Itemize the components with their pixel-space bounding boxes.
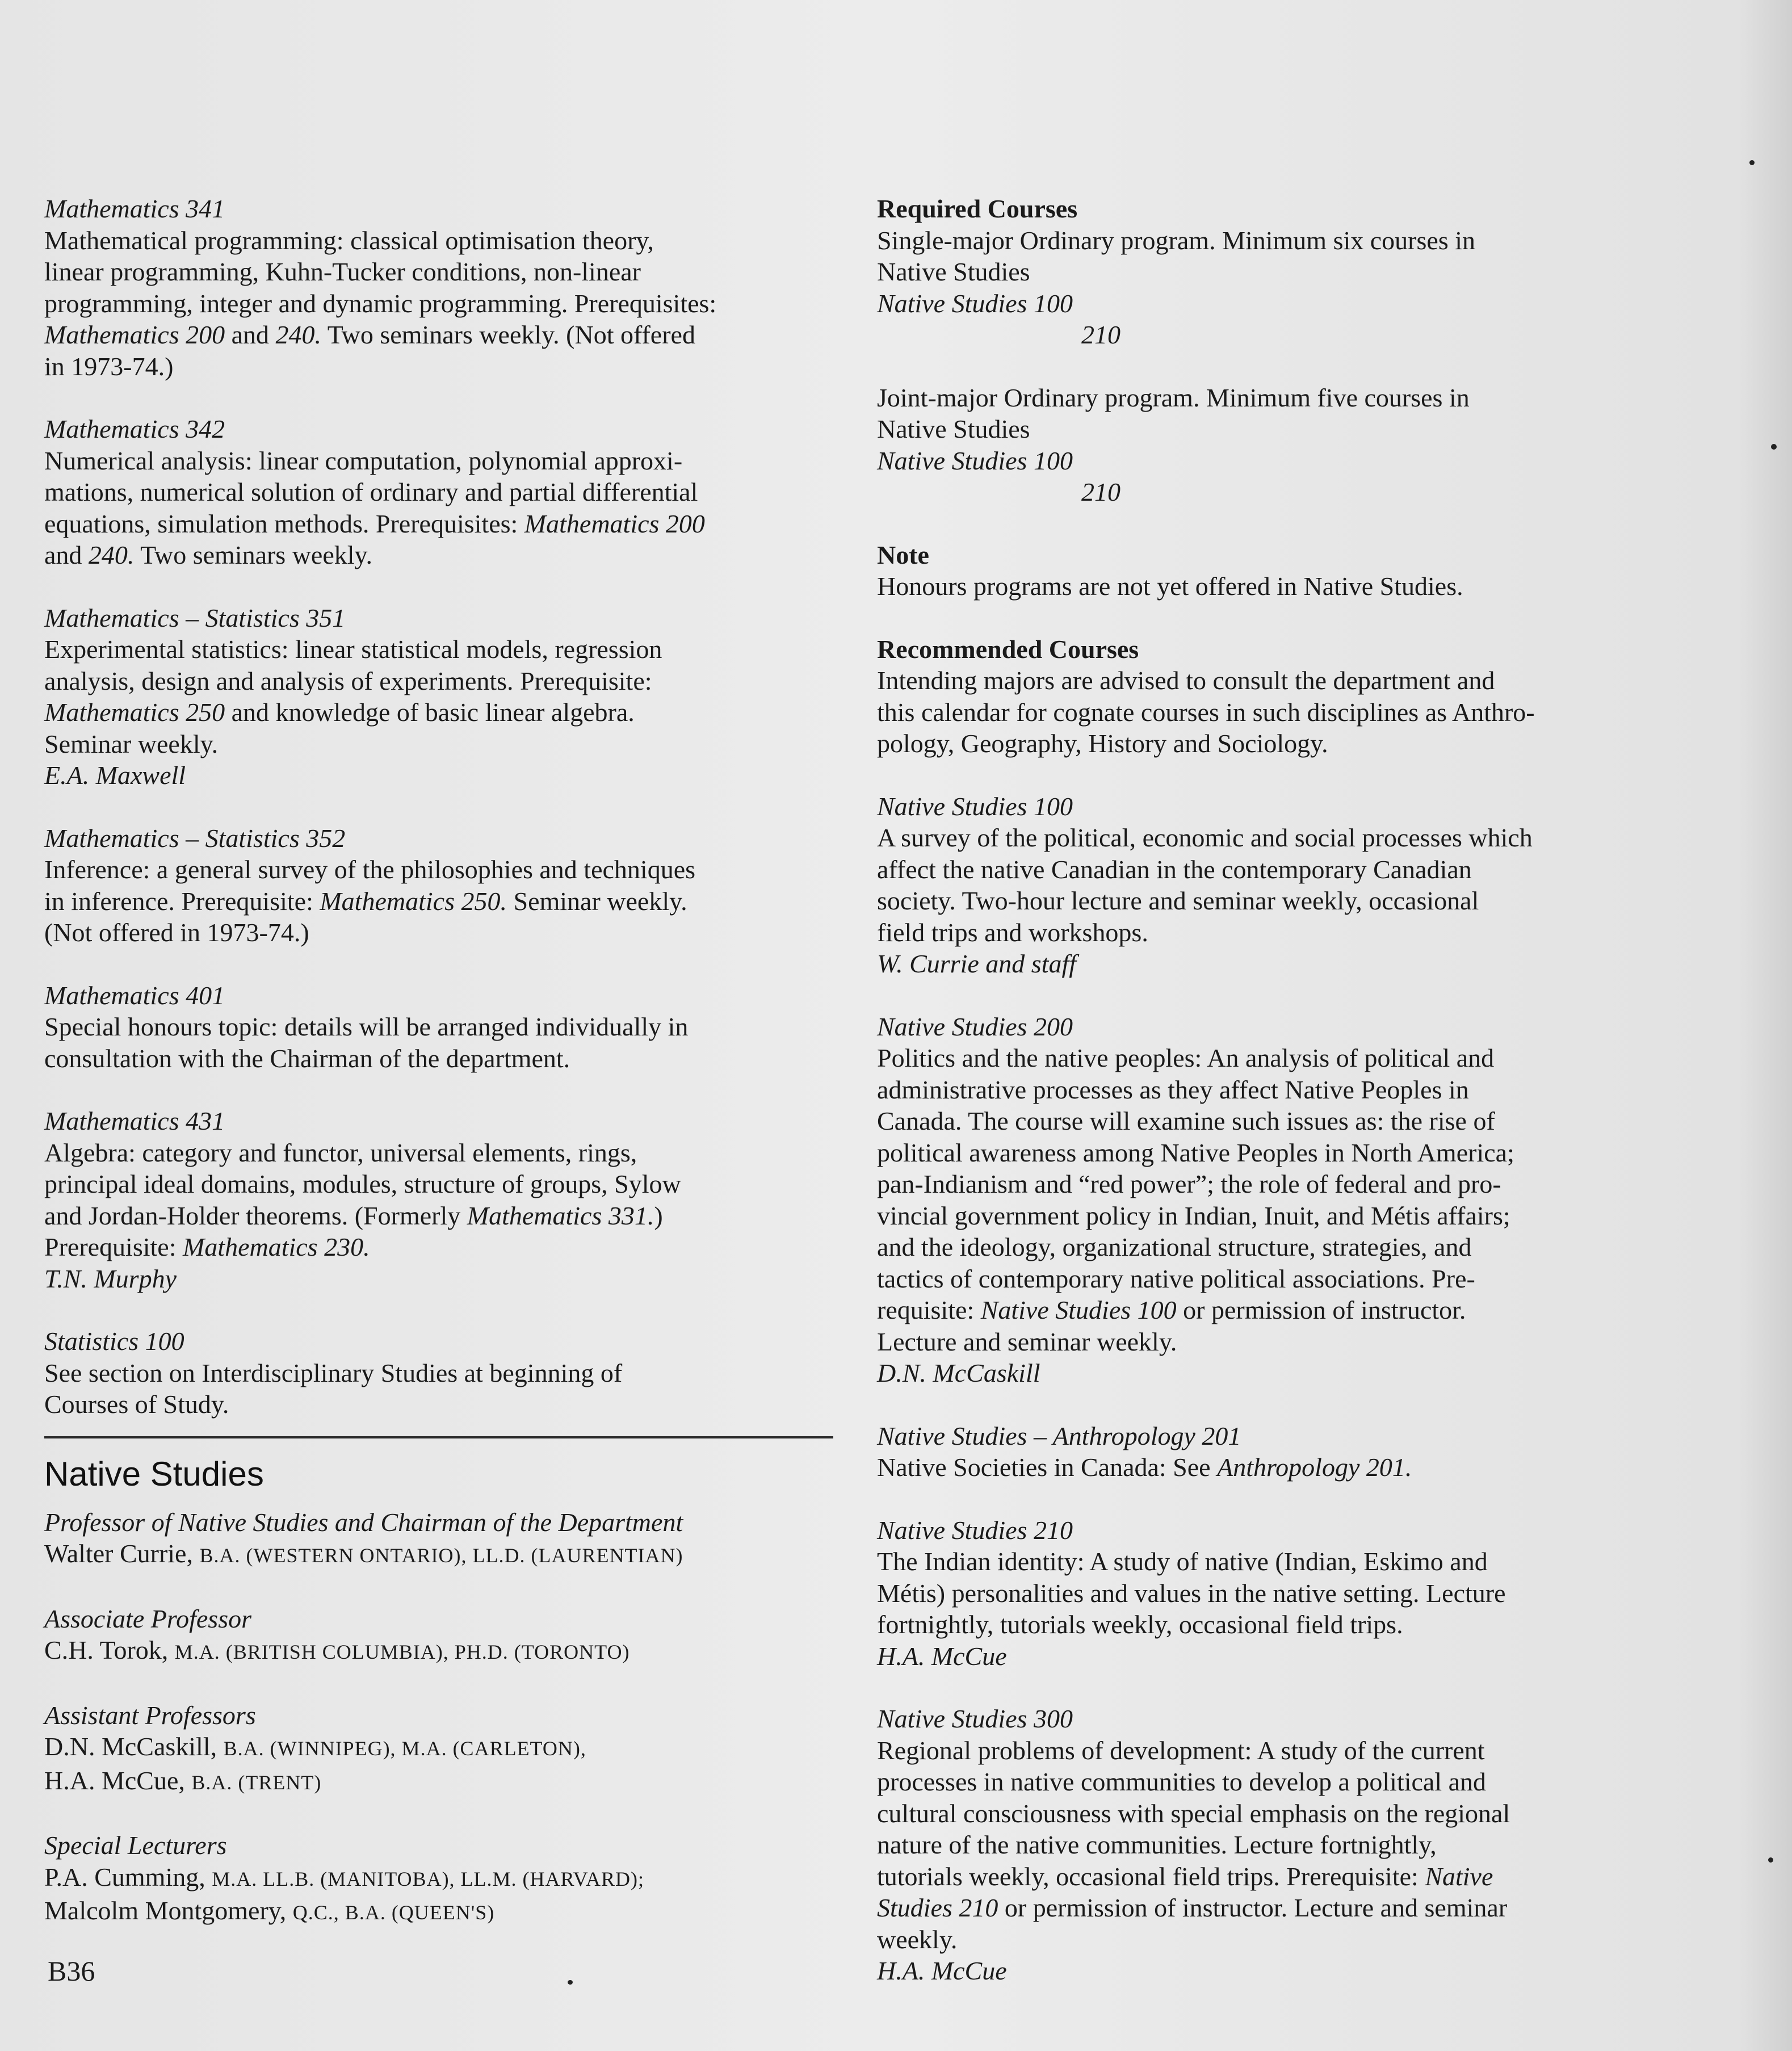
description-line: Courses of Study. (44, 1390, 229, 1419)
scan-speck (1749, 160, 1755, 165)
course-title: Native Studies – Anthropology 201 (877, 1421, 1241, 1450)
course-title: Mathematics – Statistics 351 (44, 603, 346, 632)
description-line: affect the native Canadian in the contemporary Canadian (877, 854, 1472, 884)
description-line: fortnightly, tutorials weekly, occasional field trips. (877, 1610, 1403, 1639)
instructor: H.A. McCue (877, 1956, 1007, 1985)
course-reference: Mathematics 250. (320, 886, 507, 916)
faculty-member (44, 1861, 839, 1895)
course-title: Mathematics – Statistics 352 (44, 823, 346, 853)
text-span: and (44, 540, 89, 569)
faculty-chairman (44, 1507, 839, 1572)
description-line: pan-Indianism and “red power”; the role of federal and pro- (877, 1169, 1501, 1198)
faculty-special (44, 1830, 839, 1929)
description-line: The Indian identity: A study of native (Indian, Eskimo and (877, 1547, 1488, 1576)
section-heading: Native Studies (44, 1454, 264, 1493)
course-ns-200 (877, 1011, 1672, 1389)
faculty-rank: Professor of Native Studies and Chairman of the Department (44, 1507, 683, 1537)
description-line (44, 697, 839, 728)
course-math-342 (44, 413, 839, 571)
description-line: Métis) personalities and values in the native setting. Lecture (877, 1578, 1506, 1608)
subsection-heading: Note (877, 540, 929, 569)
course-reference: 210 (1081, 320, 1120, 349)
description-line: this calendar for cognate courses in such disciplines as Anthro- (877, 697, 1535, 727)
course-ns-100 (877, 791, 1672, 980)
description-line: Single-major Ordinary program. Minimum six courses in (877, 225, 1476, 255)
course-title: Statistics 100 (44, 1327, 184, 1356)
faculty-member (44, 1731, 839, 1765)
text-span: Two seminars weekly. (134, 540, 373, 569)
description-line: A survey of the political, economic and social processes which (877, 823, 1533, 852)
description-line: analysis, design and analysis of experiments. Prerequisite: (44, 666, 652, 695)
faculty-assistant (44, 1700, 839, 1799)
text-span: Native Societies in Canada: See (877, 1453, 1218, 1482)
course-reference: Mathematics 250 (44, 698, 225, 727)
section-divider (44, 1436, 833, 1438)
course-reference: Mathematics 200 (524, 509, 705, 538)
description-line: linear programming, Kuhn-Tucker conditions, non-linear (44, 257, 641, 286)
description-line: administrative processes as they affect Native Peoples in (877, 1075, 1469, 1104)
text-span: Prerequisite: (44, 1232, 183, 1261)
description-line: Regional problems of development: A study of the current (877, 1735, 1485, 1765)
faculty-rank: Special Lecturers (44, 1831, 227, 1860)
course-reference: Native Studies 100 (877, 446, 1073, 475)
course-reference: Anthropology 201. (1217, 1453, 1412, 1482)
instructor: E.A. Maxwell (44, 761, 186, 790)
description-line: consultation with the Chairman of the department. (44, 1043, 570, 1073)
description-line: field trips and workshops. (877, 917, 1148, 947)
faculty-degrees: M.A. (BRITISH COLUMBIA), PH.D. (TORONTO) (174, 1641, 630, 1663)
description-line: Special honours topic: details will be arranged individually in (44, 1012, 689, 1041)
course-reference: Mathematics 200 (44, 320, 225, 349)
description-line: Honours programs are not yet offered in Native Studies. (877, 572, 1463, 601)
faculty-name: D.N. McCaskill, (44, 1732, 224, 1761)
description-line: cultural consciousness with special emphasis on the regional (877, 1798, 1510, 1828)
course-reference: 240. (88, 540, 135, 569)
text-span: tutorials weekly, occasional field trips. Prerequisite: (877, 1861, 1425, 1891)
description-line: Seminar weekly. (44, 729, 219, 758)
course-ns-210 (877, 1515, 1672, 1672)
course-title: Mathematics 342 (44, 414, 225, 443)
instructor: H.A. McCue (877, 1641, 1007, 1671)
description-line: political awareness among Native Peoples in North America; (877, 1138, 1514, 1167)
faculty-member (44, 1634, 839, 1668)
course-stats-351 (44, 602, 839, 791)
description-line: Inference: a general survey of the philosophies and techniques (44, 855, 696, 884)
description-line: Lecture and seminar weekly. (877, 1327, 1177, 1356)
description-line: tactics of contemporary native political associations. Pre- (877, 1264, 1475, 1293)
course-ns-300 (877, 1703, 1672, 1987)
description-line: Intending majors are advised to consult the department and (877, 666, 1495, 695)
text-span: Seminar weekly. (506, 886, 687, 916)
course-math-341 (44, 193, 839, 382)
description-line: Politics and the native peoples: An analysis of political and (877, 1043, 1495, 1072)
description-line: society. Two-hour lecture and seminar weekly, occasional (877, 886, 1479, 915)
left-column (44, 193, 839, 1960)
description-line: principal ideal domains, modules, structure of groups, Sylow (44, 1169, 681, 1198)
course-reference: Native (1425, 1861, 1493, 1891)
text-span: in inference. Prerequisite: (44, 886, 320, 916)
course-title: Mathematics 431 (44, 1106, 225, 1135)
course-stats-100 (44, 1326, 839, 1420)
course-reference: Mathematics 230. (183, 1232, 370, 1261)
instructor: T.N. Murphy (44, 1264, 177, 1293)
course-reference: Native Studies 100 (980, 1295, 1177, 1324)
description-line: Joint-major Ordinary program. Minimum five courses in (877, 383, 1470, 412)
text-span: or permission of instructor. (1176, 1295, 1466, 1324)
faculty-member (44, 1765, 839, 1799)
faculty-degrees: B.A. (WESTERN ONTARIO), LL.D. (LAURENTIAN) (199, 1544, 683, 1567)
text-span: and (225, 320, 276, 349)
text-span: or permission of instructor. Lecture and seminar (998, 1893, 1508, 1922)
description-line: Numerical analysis: linear computation, polynomial approxi- (44, 446, 683, 475)
text-span: requisite: (877, 1295, 981, 1324)
course-title: Mathematics 401 (44, 980, 225, 1010)
course-reference: Native Studies 100 (877, 288, 1073, 318)
description-line: (Not offered in 1973-74.) (44, 918, 309, 947)
page-number: B36 (48, 1955, 95, 1987)
description-line: Algebra: category and functor, universal elements, rings, (44, 1138, 637, 1167)
description-line: Canada. The course will examine such issues as: the rise of (877, 1106, 1495, 1135)
course-ns-201 (877, 1420, 1672, 1483)
description-line: Native Studies (877, 257, 1030, 286)
description-line (877, 1294, 1672, 1326)
description-line (44, 1200, 839, 1232)
faculty-name: Walter Currie, (44, 1539, 200, 1568)
text-span: ) (654, 1201, 663, 1230)
course-title: Native Studies 200 (877, 1012, 1073, 1041)
description-line (877, 1452, 1672, 1483)
description-line: in 1973-74.) (44, 351, 174, 381)
faculty-degrees: B.A. (WINNIPEG), M.A. (CARLETON), (223, 1737, 586, 1760)
description-line: weekly. (877, 1924, 958, 1954)
description-line (44, 508, 839, 540)
required-courses (877, 193, 1672, 351)
faculty-rank: Assistant Professors (44, 1700, 256, 1730)
subsection-heading: Required Courses (877, 194, 1078, 223)
right-column (877, 193, 1672, 2018)
scan-speck (1768, 1857, 1773, 1863)
subsection-heading: Recommended Courses (877, 634, 1139, 664)
text-span: equations, simulation methods. Prerequisites: (44, 509, 524, 538)
description-line (877, 1861, 1672, 1893)
faculty-associate (44, 1603, 839, 1668)
description-line: vincial government policy in Indian, Inuit, and Métis affairs; (877, 1201, 1510, 1230)
description-line: pology, Geography, History and Sociology. (877, 729, 1328, 758)
description-line: programming, integer and dynamic programming. Prerequisites: (44, 288, 717, 318)
text-span: and Jordan-Holder theorems. (Formerly (44, 1201, 467, 1230)
description-line: Native Studies (877, 414, 1030, 443)
description-line: nature of the native communities. Lecture fortnightly, (877, 1830, 1437, 1859)
course-title: Mathematics 341 (44, 194, 225, 223)
description-line (44, 319, 839, 351)
faculty-member (44, 1538, 839, 1572)
scan-speck (1771, 444, 1777, 450)
recommended-courses (877, 634, 1672, 760)
course-stats-352 (44, 823, 839, 949)
description-line: mations, numerical solution of ordinary and partial differential (44, 477, 698, 506)
instructor: D.N. McCaskill (877, 1358, 1040, 1387)
scan-speck (568, 1980, 573, 1985)
course-math-401 (44, 980, 839, 1075)
description-line (877, 1892, 1672, 1924)
faculty-degrees: Q.C., B.A. (QUEEN'S) (292, 1901, 495, 1924)
joint-major-requirements (877, 382, 1672, 508)
course-math-431 (44, 1105, 839, 1294)
description-line: Mathematical programming: classical optimisation theory, (44, 225, 654, 255)
course-reference: Studies 210 (877, 1893, 998, 1922)
faculty-name: C.H. Torok, (44, 1635, 175, 1664)
description-line: and the ideology, organizational structure, strategies, and (877, 1232, 1472, 1261)
course-reference: 240. (275, 320, 322, 349)
course-title: Native Studies 100 (877, 791, 1073, 821)
description-line (44, 1231, 839, 1263)
text-span: Two seminars weekly. (Not offered (321, 320, 695, 349)
description-line: processes in native communities to develop a political and (877, 1767, 1487, 1796)
description-line (44, 539, 839, 571)
text-span: and knowledge of basic linear algebra. (225, 698, 635, 727)
instructor: W. Currie and staff (877, 949, 1077, 978)
course-reference: 210 (1081, 477, 1120, 506)
faculty-member (44, 1895, 839, 1929)
faculty-name: P.A. Cumming, (44, 1862, 212, 1891)
description-line: Experimental statistics: linear statistical models, regression (44, 635, 662, 664)
faculty-rank: Associate Professor (44, 1604, 251, 1633)
course-title: Native Studies 300 (877, 1704, 1073, 1733)
note (877, 539, 1672, 602)
faculty-name: Malcolm Montgomery, (44, 1896, 293, 1925)
course-reference: Mathematics 331. (467, 1201, 654, 1230)
faculty-name: H.A. McCue, (44, 1765, 192, 1795)
description-line: See section on Interdisciplinary Studies at beginning of (44, 1358, 623, 1387)
faculty-degrees: M.A. LL.B. (MANITOBA), LL.M. (HARVARD); (212, 1867, 645, 1890)
course-title: Native Studies 210 (877, 1515, 1073, 1545)
description-line (44, 886, 839, 917)
faculty-degrees: B.A. (TRENT) (191, 1771, 322, 1794)
